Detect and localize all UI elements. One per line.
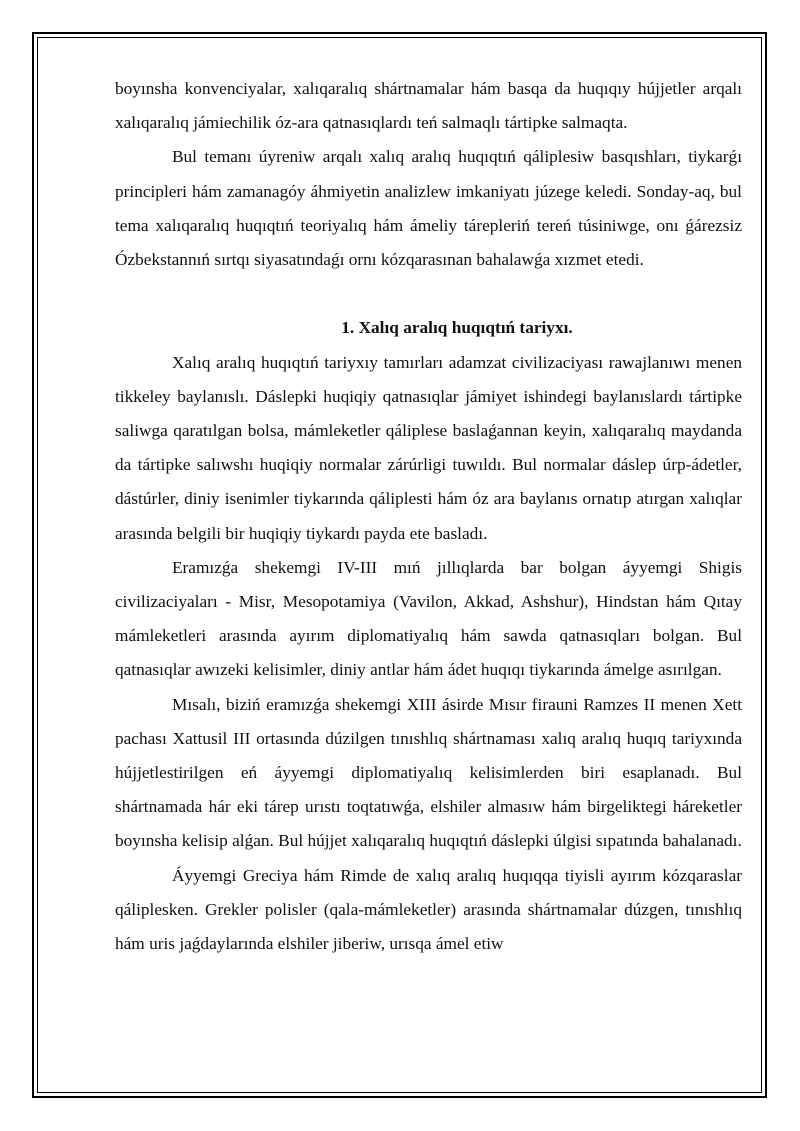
paragraph-intro: Bul temanı úyreniw arqalı xalıq aralıq huqıqtıń qáliplesiw basqıshları, tiykarǵı principleri hám zamanagóy áhmiyetin analizlew imkaniyatı júzege keledi. Sonday-aq, bul tema xalıqaralıq huqıqtıń teoriyalıq hám ámeliy tárepleriń tereń túsiniwge, onı ǵárezsiz Ózbekstannıń sırtqı siyasatındaǵı ornı kózqarasınan bahalawǵa xızmet etedi. (115, 147, 742, 270)
paragraph-history-3: Mısalı, biziń eramızǵa shekemgi XIII ásirde Mısır firauni Ramzes II menen Xett pachası Xattusil III ortasında dúzilgen tınıshlıq shártnaması xalıq aralıq huqıq tariyxında hújjetlestirilgen eń áyyemgi diplomatiyalıq kelisimlerden biri esaplanadı. Bul shártnamada hár eki tárep urıstı toqtatıwǵa, elshiler almasıw hám birgeliktegi háreketler boyınsha kelisip alǵan. Bul hújjet xalıqaralıq huqıqtıń dáslepki úlgisi sıpatında bahalanadı. (115, 694, 742, 851)
document-body (115, 72, 742, 961)
paragraph-continuation: boyınsha konvenciyalar, xalıqaralıq shártnamalar hám basqa da huqıqıy hújjetler arqalı xalıqaralıq jámiechilik óz-ara qatnasıqlardı teń salmaqlı tártipke salmaqta. (115, 79, 742, 133)
paragraph-history-4: Áyyemgi Greciya hám Rimde de xalıq aralıq huqıqqa tiyisli ayırım kózqaraslar qáliplesken. Grekler polisler (qala-mámleketler) arasında shártnamalar dúzgen, tınıshlıq hám uris jaǵdaylarında elshiler jiberiw, urısqa ámel etiw (115, 865, 742, 954)
blank-line (115, 277, 742, 311)
section-heading: 1. Xalıq aralıq huqıqtıń tariyxı. (341, 318, 573, 338)
paragraph-history-1: Xalıq aralıq huqıqtıń tariyxıy tamırları adamzat civilizaciyası rawajlanıwı menen tikkeley baylanıslı. Dáslepki huqiqiy qatnasıqlar jámiyet ishindegi baylanıslardı tártipke saliwga qaratılgan bolsa, mámleketler qáliplese baslaǵannan keyin, xalıqaralıq maydanda da tártipke salıwshı huqiqiy normalar zárúrligi tuwıldı. Bul normalar dáslep úrp-ádetler, dástúrler, diniy isenimler tiykarında qáliplesti hám óz ara baylanıs ornatıp atırgan xalıqlar arasında belgili bir huqiqiy tiykardı payda ete basladı. (115, 352, 742, 543)
paragraph-history-2: Eramızǵa shekemgi IV-III mıń jıllıqlarda bar bolgan áyyemgi Shigis civilizaciyaları - Misr, Mesopotamiya (Vavilon, Akkad, Ashshur), Hindstan hám Qıtay mámleketleri arasında ayırım diplomatiyalıq hám sawda qatnasıqları bolgan. Bul qatnasıqlar awızeki kelisimler, diniy antlar hám ádet huqıqı tiykarında ámelge asırılgan. (115, 557, 742, 680)
